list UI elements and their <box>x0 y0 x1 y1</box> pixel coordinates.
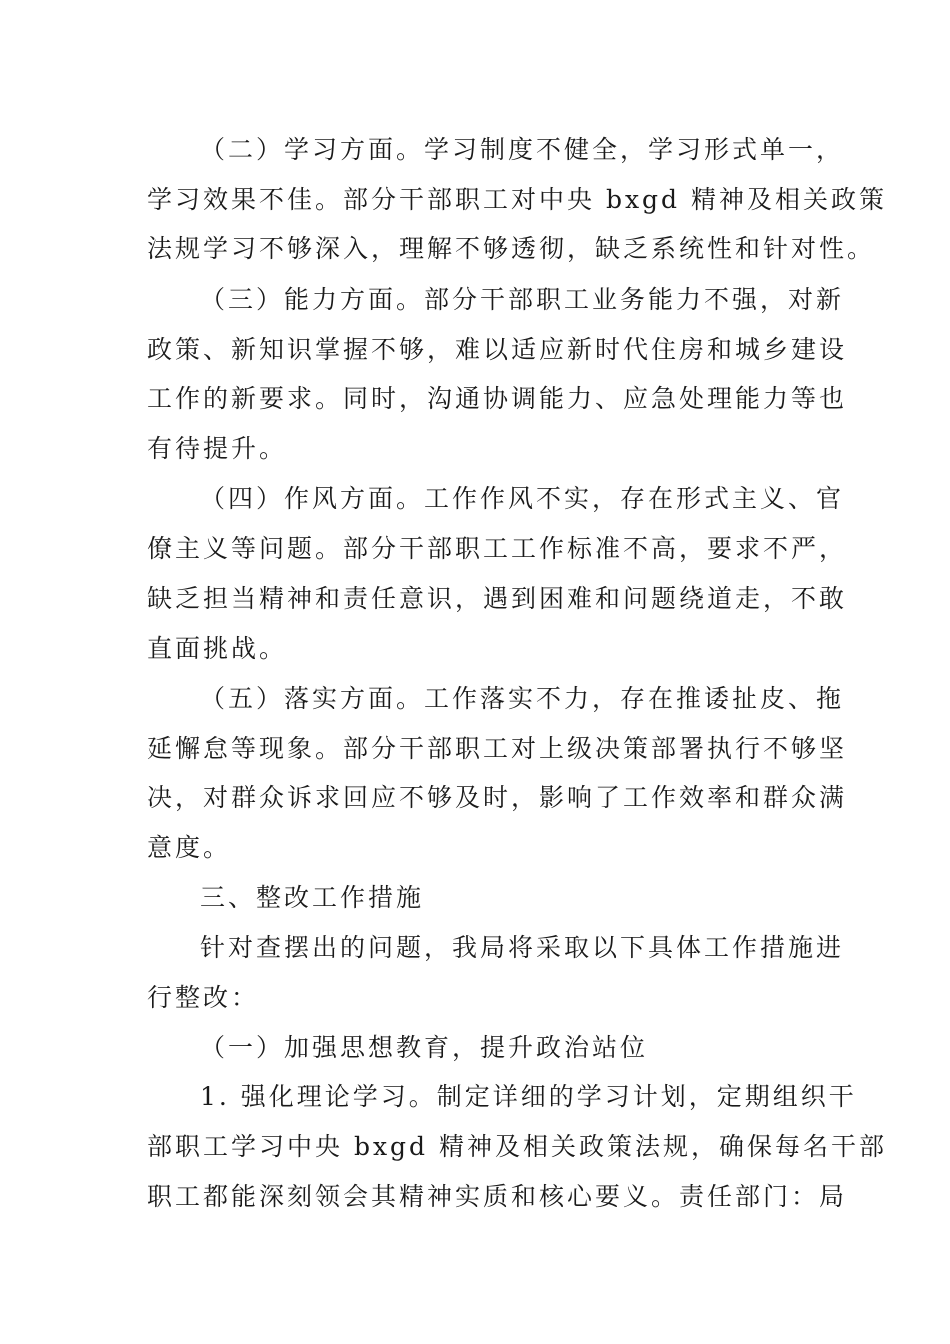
paragraph-line: 决，对群众诉求回应不够及时，影响了工作效率和群众满 <box>147 783 848 812</box>
paragraph-line: 延懈怠等现象。部分干部职工对上级决策部署执行不够坚 <box>147 734 848 763</box>
paragraph-line: （三）能力方面。部分干部职工业务能力不强，对新 <box>200 285 845 314</box>
paragraph-line: （二）学习方面。学习制度不健全，学习形式单一， <box>200 135 845 164</box>
paragraph-line: （五）落实方面。工作落实不力，存在推诿扯皮、拖 <box>200 684 845 713</box>
paragraph-line: 针对查摆出的问题，我局将采取以下具体工作措施进 <box>200 933 845 962</box>
paragraph-line: （四）作风方面。工作作风不实，存在形式主义、官 <box>200 484 845 513</box>
paragraph-line: 部职工学习中央 bxgd 精神及相关政策法规，确保每名干部 <box>147 1132 888 1161</box>
paragraph-line: 行整改： <box>147 983 260 1012</box>
paragraph-line: 缺乏担当精神和责任意识，遇到困难和问题绕道走，不敢 <box>147 584 848 613</box>
paragraph-line: 政策、新知识掌握不够，难以适应新时代住房和城乡建设 <box>147 335 848 364</box>
paragraph-line: 职工都能深刻领会其精神实质和核心要义。责任部门：局 <box>147 1182 848 1211</box>
paragraph-line: 学习效果不佳。部分干部职工对中央 bxgd 精神及相关政策 <box>147 185 888 214</box>
paragraph-line: 有待提升。 <box>147 434 288 463</box>
paragraph-line: 1. 强化理论学习。制定详细的学习计划，定期组织干 <box>200 1082 857 1111</box>
section-heading: 三、整改工作措施 <box>200 883 425 912</box>
paragraph-line: 工作的新要求。同时，沟通协调能力、应急处理能力等也 <box>147 384 848 413</box>
paragraph-line: 直面挑战。 <box>147 634 288 663</box>
subsection-heading: （一）加强思想教育，提升政治站位 <box>200 1033 649 1062</box>
paragraph-line: 意度。 <box>147 833 232 862</box>
paragraph-line: 僚主义等问题。部分干部职工工作标准不高，要求不严， <box>147 534 848 563</box>
paragraph-line: 法规学习不够深入，理解不够透彻，缺乏系统性和针对性。 <box>147 234 876 263</box>
